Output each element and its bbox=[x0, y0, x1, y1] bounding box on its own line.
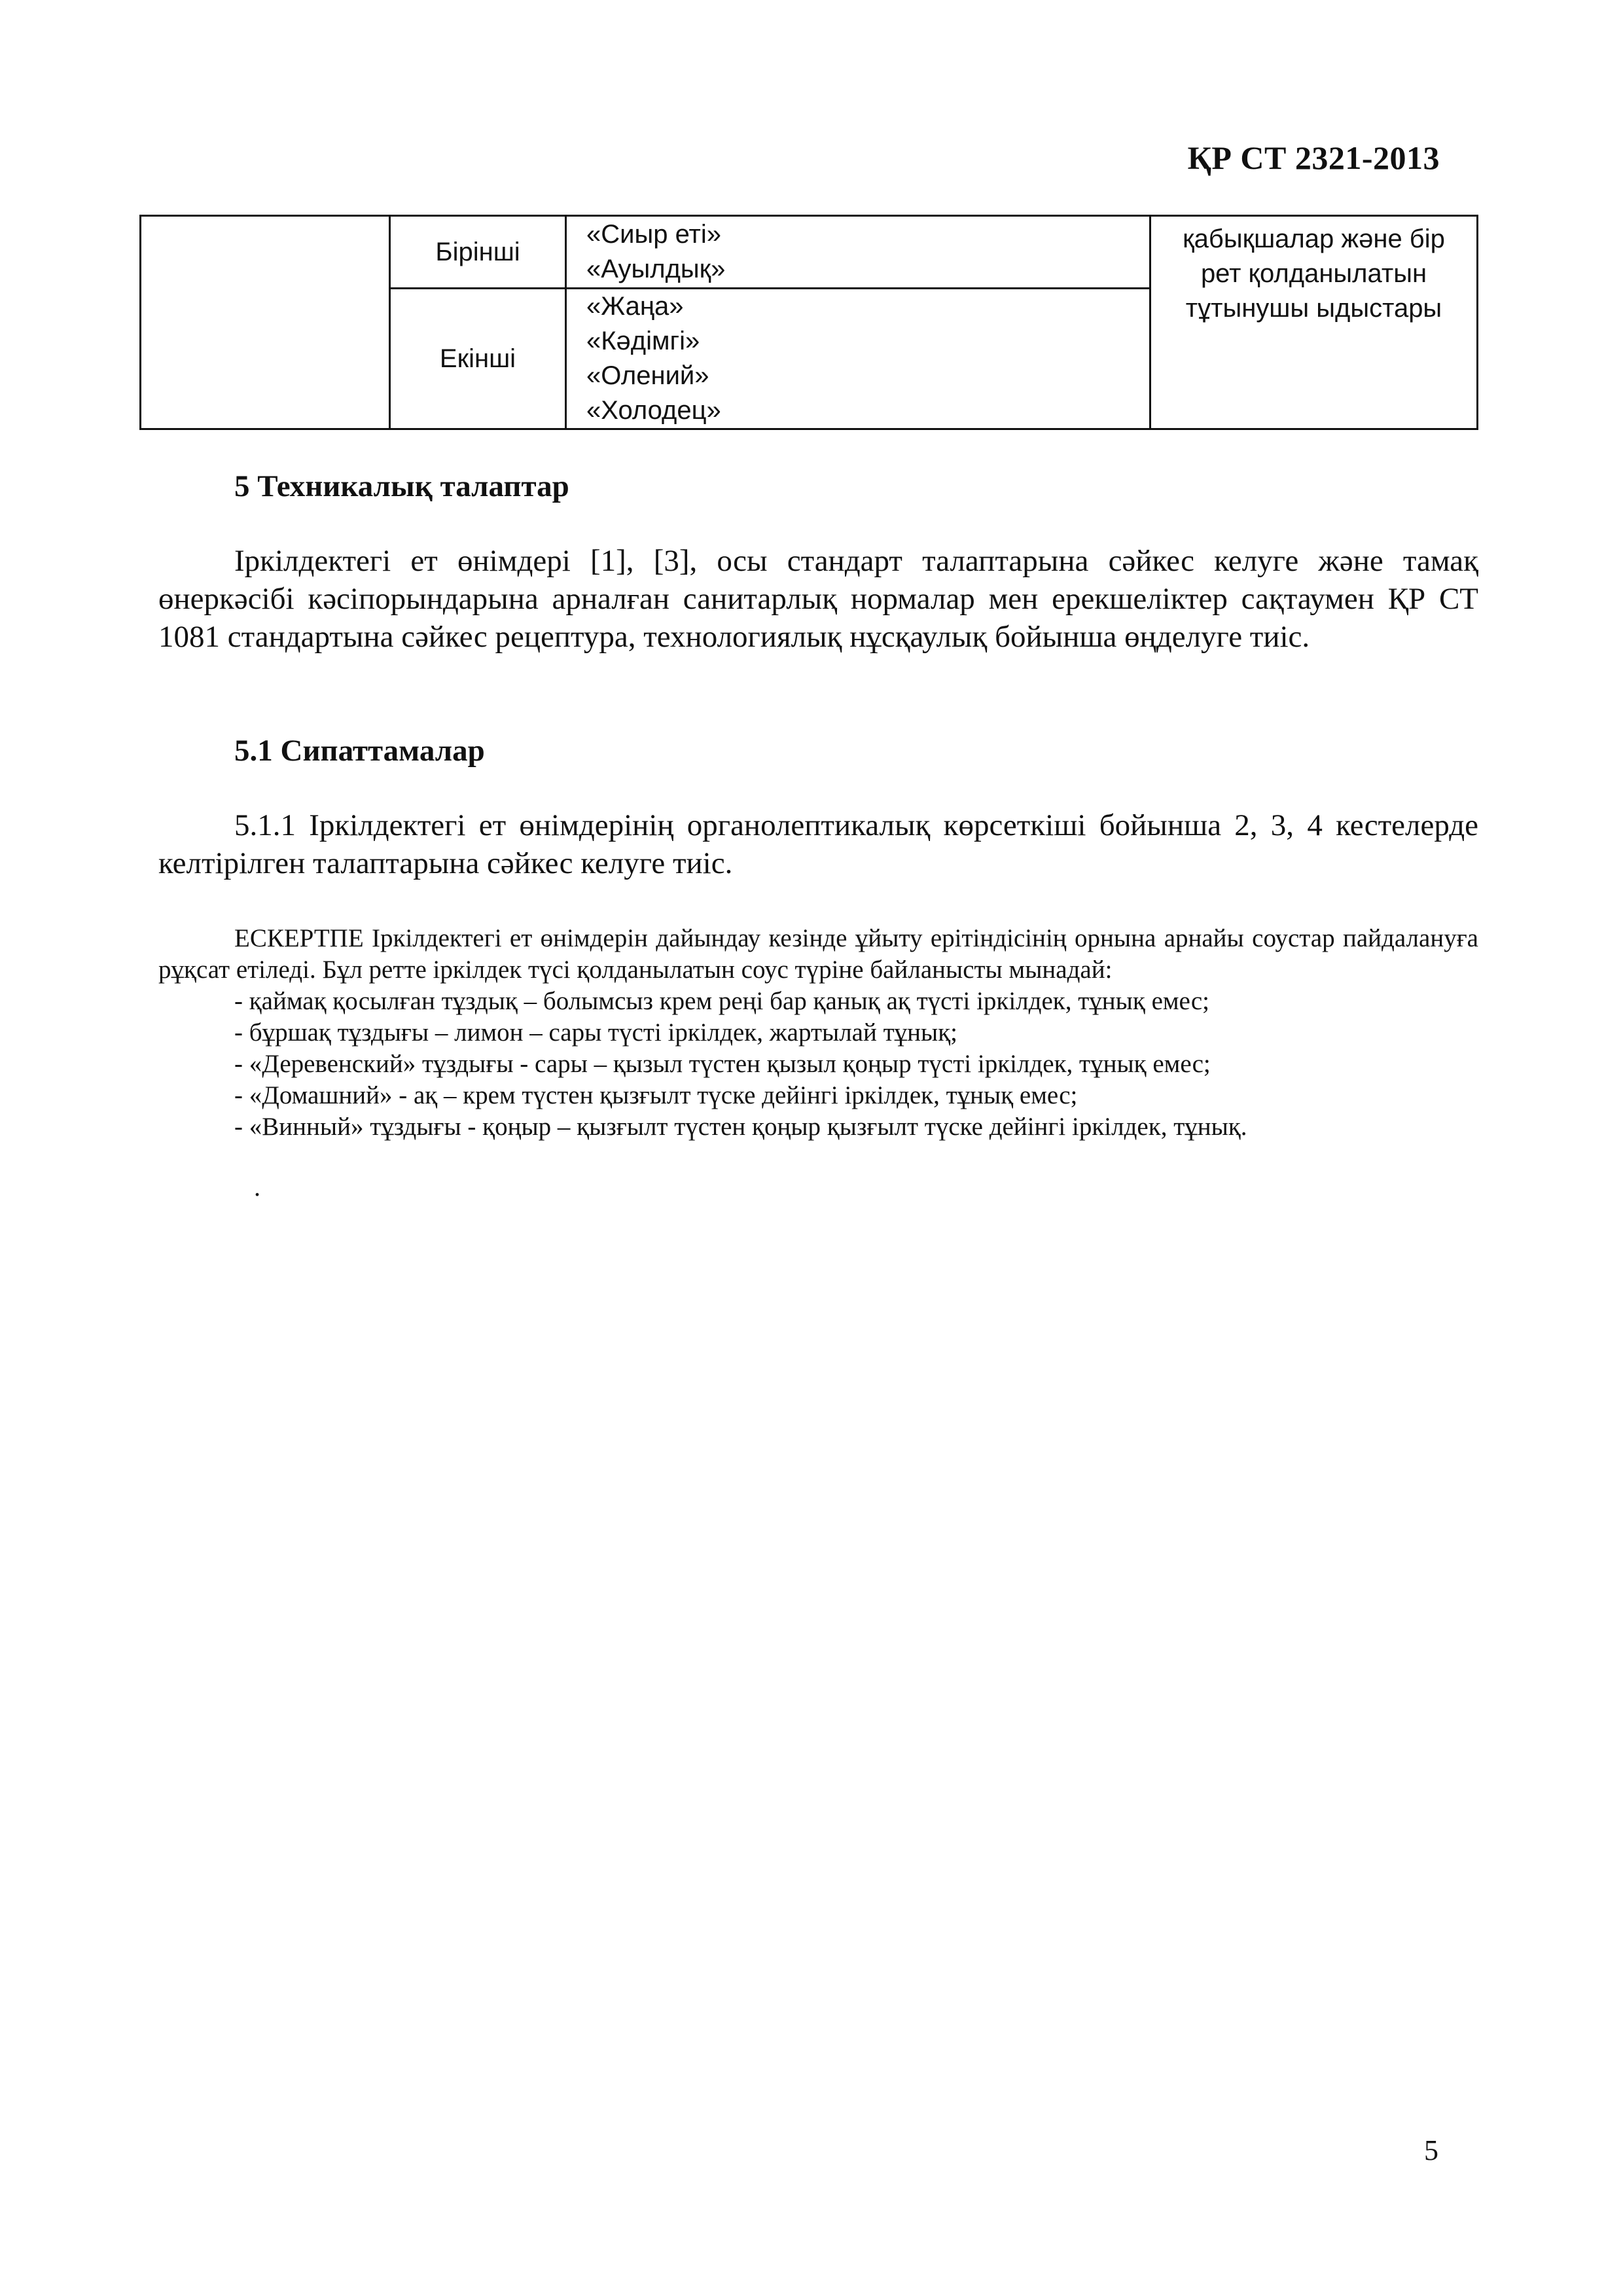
table-row bbox=[141, 216, 1478, 289]
product-name: «Холодец» bbox=[586, 396, 721, 425]
note-block bbox=[158, 923, 1478, 1143]
section-5-1-text: 5.1.1 Іркілдектегі ет өнімдерінің органолептикалық көрсеткіші бойынша 2, 3, 4 кестелерде келтірілген талаптарына сәйкес келуге тиіс. bbox=[158, 808, 1478, 880]
section-5-1-heading: 5.1 Сипаттамалар bbox=[234, 734, 485, 768]
product-grade-table bbox=[139, 215, 1478, 430]
product-name: «Жаңа» bbox=[586, 292, 684, 321]
section-5-paragraph bbox=[158, 542, 1478, 656]
packaging-line: рет қолданылатын bbox=[1200, 259, 1427, 288]
product-name: «Ауылдық» bbox=[586, 255, 726, 283]
section-5-1-paragraph bbox=[158, 806, 1478, 882]
packaging-cell bbox=[1150, 216, 1478, 429]
product-name: «Олений» bbox=[586, 361, 709, 390]
note-item: - «Домашний» - ақ – крем түстен қызғылт түске дейінгі іркілдек, тұнық емес; bbox=[234, 1081, 1078, 1109]
packaging-line: қабықшалар және бір bbox=[1183, 224, 1445, 253]
grade-cell: Бірінші bbox=[390, 216, 566, 289]
stray-dot: . bbox=[254, 1172, 260, 1202]
note-item: - «Винный» тұздығы - қоңыр – қызғылт түстен қоңыр қызғылт түске дейінгі іркілдек, тұнық. bbox=[234, 1113, 1247, 1141]
page-number: 5 bbox=[1424, 2134, 1438, 2166]
product-name: «Кәдімгі» bbox=[586, 327, 700, 355]
grade-cell: Екінші bbox=[390, 289, 566, 429]
note-item: - бұршақ тұздығы – лимон – сары түсті іркілдек, жартылай тұнық; bbox=[234, 1018, 957, 1047]
packaging-line: тұтынушы ыдыстары bbox=[1185, 294, 1442, 323]
table-empty-cell bbox=[141, 216, 390, 429]
product-names-cell bbox=[566, 216, 1150, 289]
section-5-heading: 5 Техникалық талаптар bbox=[234, 469, 569, 503]
note-item: - қаймақ қосылған тұздық – болымсыз крем реңі бар қанық ақ түсті іркілдек, тұнық емес; bbox=[234, 987, 1209, 1015]
note-item: - «Деревенский» тұздығы - сары – қызыл түстен қызыл қоңыр түсті іркілдек, тұнық емес; bbox=[234, 1050, 1211, 1078]
section-5-text: Іркілдектегі ет өнімдері [1], [3], осы стандарт талаптарына сәйкес келуге және тамақ өнеркәсібі кәсіпорындарына арналған санитарлық нормалар мен ерекшеліктер сақтаумен ҚР СТ 1081 стандартына сәйкес рецептура, технологиялық нұсқаулық бойынша өңделуге тиіс. bbox=[158, 544, 1478, 654]
product-name: «Сиыр еті» bbox=[586, 220, 721, 249]
product-names-cell bbox=[566, 289, 1150, 429]
document-code: ҚР СТ 2321-2013 bbox=[1187, 139, 1440, 176]
note-intro: ЕСКЕРТПЕ Іркілдектегі ет өнімдерін дайындау кезінде ұйыту ерітіндісінің орнына арнайы соустар пайдалануға рұқсат етіледі. Бұл ретте іркілдек түсі қолданылатын соус түріне байланысты мынадай: bbox=[158, 924, 1478, 984]
